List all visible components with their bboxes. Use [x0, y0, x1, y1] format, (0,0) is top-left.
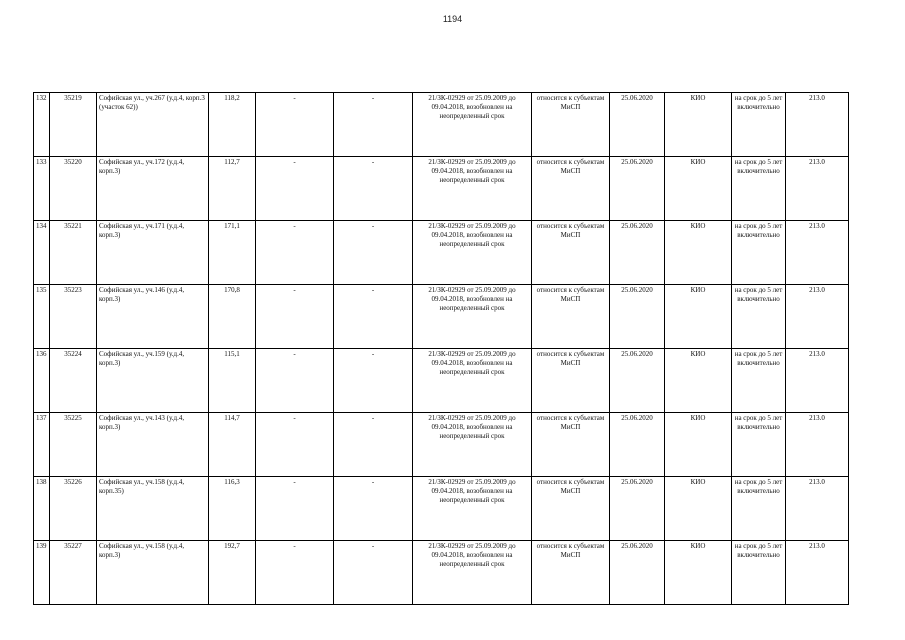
object-id: 35224 [50, 349, 97, 413]
address-cell: Софийская ул., уч.267 (у.д.4, корп.3 (участок 62)) [97, 93, 209, 157]
table-row [34, 541, 849, 605]
term-cell: на срок до 5 лет включительно [732, 221, 786, 285]
date-cell: 25.06.2020 [610, 285, 665, 349]
code-cell: 213.0 [786, 349, 849, 413]
table-row [34, 413, 849, 477]
object-id: 35227 [50, 541, 97, 605]
row-number: 133 [34, 157, 50, 221]
address-cell: Софийская ул., уч.146 (у.д.4, корп.3) [97, 285, 209, 349]
table-row [34, 285, 849, 349]
date-cell: 25.06.2020 [610, 349, 665, 413]
code-cell: 213.0 [786, 413, 849, 477]
address-cell: Софийская ул., уч.172 (у.д.4, корп.3) [97, 157, 209, 221]
object-id: 35226 [50, 477, 97, 541]
date-cell: 25.06.2020 [610, 221, 665, 285]
term-cell: на срок до 5 лет включительно [732, 349, 786, 413]
term-cell: на срок до 5 лет включительно [732, 413, 786, 477]
organization-cell: КИО [665, 285, 732, 349]
lease-agreement-cell: 21/ЗК-02929 от 25.09.2009 до 09.04.2018, возобновлен на неопределенный срок [413, 285, 532, 349]
area-cell: 118,2 [209, 93, 256, 157]
table-body [34, 93, 849, 605]
address-cell: Софийская ул., уч.143 (у.д.4, корп.3) [97, 413, 209, 477]
table-row [34, 477, 849, 541]
row-number: 136 [34, 349, 50, 413]
lease-agreement-cell: 21/ЗК-02929 от 25.09.2009 до 09.04.2018, возобновлен на неопределенный срок [413, 349, 532, 413]
object-id: 35225 [50, 413, 97, 477]
code-cell: 213.0 [786, 221, 849, 285]
status-cell: относится к субъектам МиСП [532, 285, 610, 349]
area-cell: 114,7 [209, 413, 256, 477]
area-cell: 171,1 [209, 221, 256, 285]
status-cell: относится к субъектам МиСП [532, 157, 610, 221]
code-cell: 213.0 [786, 157, 849, 221]
empty-marker-cell: - [334, 221, 413, 285]
empty-marker-cell: - [334, 477, 413, 541]
term-cell: на срок до 5 лет включительно [732, 93, 786, 157]
empty-marker-cell: - [256, 157, 334, 221]
empty-marker-cell: - [334, 93, 413, 157]
row-number: 139 [34, 541, 50, 605]
area-cell: 170,8 [209, 285, 256, 349]
empty-marker-cell: - [256, 413, 334, 477]
status-cell: относится к субъектам МиСП [532, 477, 610, 541]
table-row [34, 157, 849, 221]
table-row [34, 349, 849, 413]
empty-marker-cell: - [256, 93, 334, 157]
empty-marker-cell: - [256, 349, 334, 413]
address-cell: Софийская ул., уч.171 (у.д.4, корп.3) [97, 221, 209, 285]
status-cell: относится к субъектам МиСП [532, 221, 610, 285]
empty-marker-cell: - [334, 285, 413, 349]
lease-agreement-cell: 21/ЗК-02929 от 25.09.2009 до 09.04.2018, возобновлен на неопределенный срок [413, 93, 532, 157]
date-cell: 25.06.2020 [610, 93, 665, 157]
empty-marker-cell: - [334, 413, 413, 477]
address-cell: Софийская ул., уч.159 (у.д.4, корп.3) [97, 349, 209, 413]
empty-marker-cell: - [256, 221, 334, 285]
empty-marker-cell: - [334, 349, 413, 413]
area-cell: 112,7 [209, 157, 256, 221]
empty-marker-cell: - [256, 541, 334, 605]
area-cell: 192,7 [209, 541, 256, 605]
lease-agreement-cell: 21/ЗК-02929 от 25.09.2009 до 09.04.2018, возобновлен на неопределенный срок [413, 413, 532, 477]
status-cell: относится к субъектам МиСП [532, 93, 610, 157]
address-cell: Софийская ул., уч.158 (у.д.4, корп.3) [97, 541, 209, 605]
organization-cell: КИО [665, 157, 732, 221]
organization-cell: КИО [665, 349, 732, 413]
row-number: 135 [34, 285, 50, 349]
page-number: 1194 [442, 14, 463, 24]
term-cell: на срок до 5 лет включительно [732, 541, 786, 605]
area-cell: 116,3 [209, 477, 256, 541]
lease-agreement-cell: 21/ЗК-02929 от 25.09.2009 до 09.04.2018, возобновлен на неопределенный срок [413, 477, 532, 541]
empty-marker-cell: - [334, 541, 413, 605]
date-cell: 25.06.2020 [610, 157, 665, 221]
empty-marker-cell: - [256, 285, 334, 349]
object-id: 35220 [50, 157, 97, 221]
object-id: 35221 [50, 221, 97, 285]
code-cell: 213.0 [786, 93, 849, 157]
empty-marker-cell: - [334, 157, 413, 221]
row-number: 134 [34, 221, 50, 285]
table-row [34, 93, 849, 157]
code-cell: 213.0 [786, 477, 849, 541]
date-cell: 25.06.2020 [610, 413, 665, 477]
address-cell: Софийская ул., уч.158 (у.д.4, корп.35) [97, 477, 209, 541]
empty-marker-cell: - [256, 477, 334, 541]
lease-agreement-cell: 21/ЗК-02929 от 25.09.2009 до 09.04.2018, возобновлен на неопределенный срок [413, 541, 532, 605]
row-number: 137 [34, 413, 50, 477]
term-cell: на срок до 5 лет включительно [732, 157, 786, 221]
lease-agreement-cell: 21/ЗК-02929 от 25.09.2009 до 09.04.2018, возобновлен на неопределенный срок [413, 221, 532, 285]
organization-cell: КИО [665, 541, 732, 605]
object-id: 35223 [50, 285, 97, 349]
table-row [34, 221, 849, 285]
status-cell: относится к субъектам МиСП [532, 541, 610, 605]
organization-cell: КИО [665, 93, 732, 157]
term-cell: на срок до 5 лет включительно [732, 477, 786, 541]
term-cell: на срок до 5 лет включительно [732, 285, 786, 349]
date-cell: 25.06.2020 [610, 541, 665, 605]
code-cell: 213.0 [786, 285, 849, 349]
organization-cell: КИО [665, 413, 732, 477]
row-number: 132 [34, 93, 50, 157]
lease-agreement-cell: 21/ЗК-02929 от 25.09.2009 до 09.04.2018, возобновлен на неопределенный срок [413, 157, 532, 221]
object-id: 35219 [50, 93, 97, 157]
row-number: 138 [34, 477, 50, 541]
status-cell: относится к субъектам МиСП [532, 349, 610, 413]
code-cell: 213.0 [786, 541, 849, 605]
status-cell: относится к субъектам МиСП [532, 413, 610, 477]
area-cell: 115,1 [209, 349, 256, 413]
organization-cell: КИО [665, 477, 732, 541]
organization-cell: КИО [665, 221, 732, 285]
date-cell: 25.06.2020 [610, 477, 665, 541]
registry-table [33, 92, 849, 605]
